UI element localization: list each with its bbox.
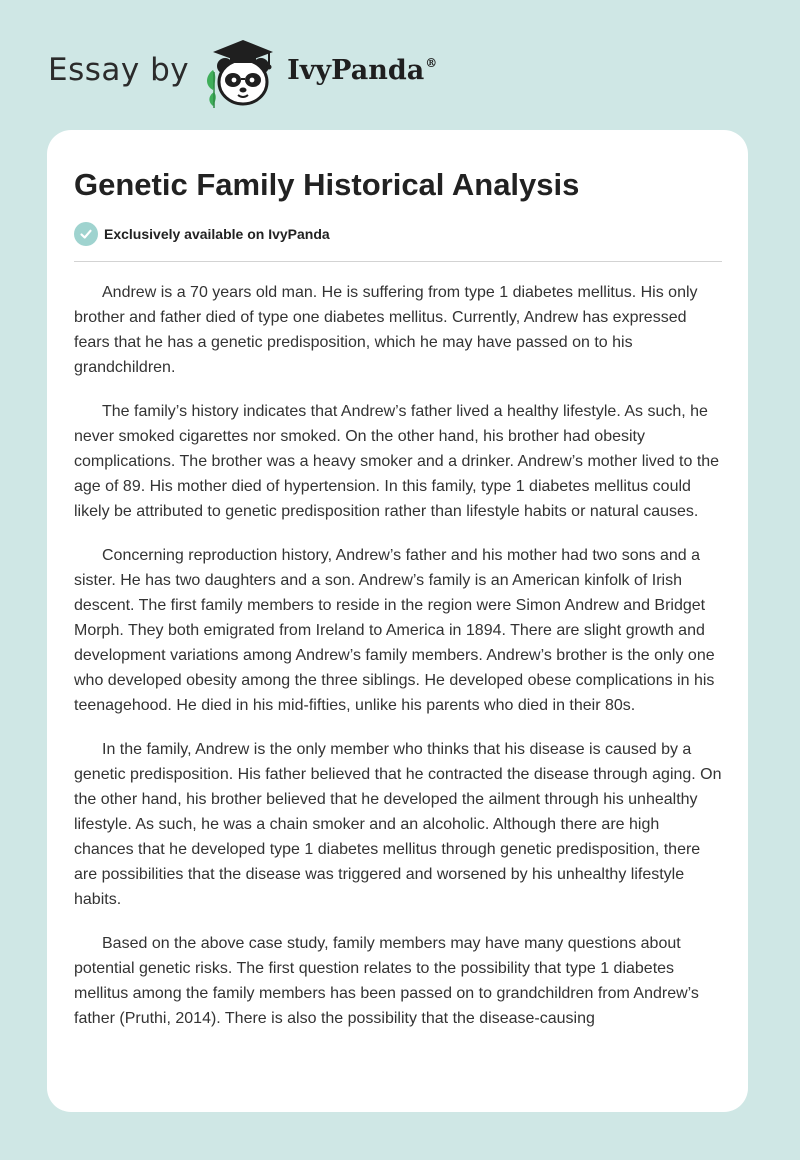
essay-card bbox=[47, 130, 748, 1112]
paragraph: In the family, Andrew is the only member who thinks that his disease is caused by a genetic predisposition. His father believed that he contracted the disease through aging. On the other hand, his brother believed that he developed the ailment through his unhealthy lifestyle. As such, he was a chain smoker and an alcoholic. Although there are high chances that he developed type 1 diabetes mellitus through genetic predisposition, there are possibilities that the disease was triggered and worsened by his unhealthy lifestyle habits. bbox=[74, 741, 722, 908]
panda-graduate-icon bbox=[203, 30, 283, 110]
exclusive-badge bbox=[74, 221, 722, 247]
paragraph: The family’s history indicates that Andrew’s father lived a healthy lifestyle. As such, he never smoked cigarettes nor smoked. On the other hand, his brother had obesity complications. The brother was a heavy smoker and a drinker. Andrew’s mother lived to the age of 89. His mother died of hypertension. In this family, type 1 diabetes mellitus could likely be attributed to genetic predisposition rather than lifestyle habits or natural causes. bbox=[74, 403, 720, 520]
brand-prefix: Essay by bbox=[48, 52, 190, 88]
check-mark-icon bbox=[79, 227, 93, 241]
registered-mark: ® bbox=[425, 55, 438, 70]
exclusive-label: Exclusively available on IvyPanda bbox=[104, 226, 330, 242]
brand-name bbox=[287, 55, 437, 86]
divider bbox=[74, 261, 722, 262]
paragraph: Based on the above case study, family members may have many questions about potential genetic risks. The first question relates to the possibility that type 1 diabetes mellitus among the family members has been passed on to grandchildren from Andrew’s father (Pruthi, 2014). There is also the possibility that the disease-causing bbox=[74, 935, 699, 1027]
page-title: Genetic Family Historical Analysis bbox=[74, 167, 580, 202]
essay-body bbox=[74, 280, 722, 1031]
brand-name-text: IvyPanda bbox=[287, 54, 425, 86]
check-circle-icon bbox=[74, 222, 98, 246]
brand-header[interactable] bbox=[48, 30, 437, 110]
paragraph: Andrew is a 70 years old man. He is suffering from type 1 diabetes mellitus. His only brother and father died of type one diabetes mellitus. Currently, Andrew has expressed fears that he has a genetic predisposition, which he may have passed on to his grandchildren. bbox=[74, 284, 698, 376]
paragraph: Concerning reproduction history, Andrew’s father and his mother had two sons and a sister. He has two daughters and a son. Andrew’s family is an American kinfolk of Irish descent. The first family members to reside in the region were Simon Andrew and Bridget Morph. They both emigrated from Ireland to America in 1894. There are slight growth and development variations among Andrew’s family members. Andrew’s brother is the only one who developed obesity among the three siblings. He developed obese complications in his teenagehood. He died in his mid-fifties, unlike his parents who died in their 80s. bbox=[74, 547, 715, 714]
